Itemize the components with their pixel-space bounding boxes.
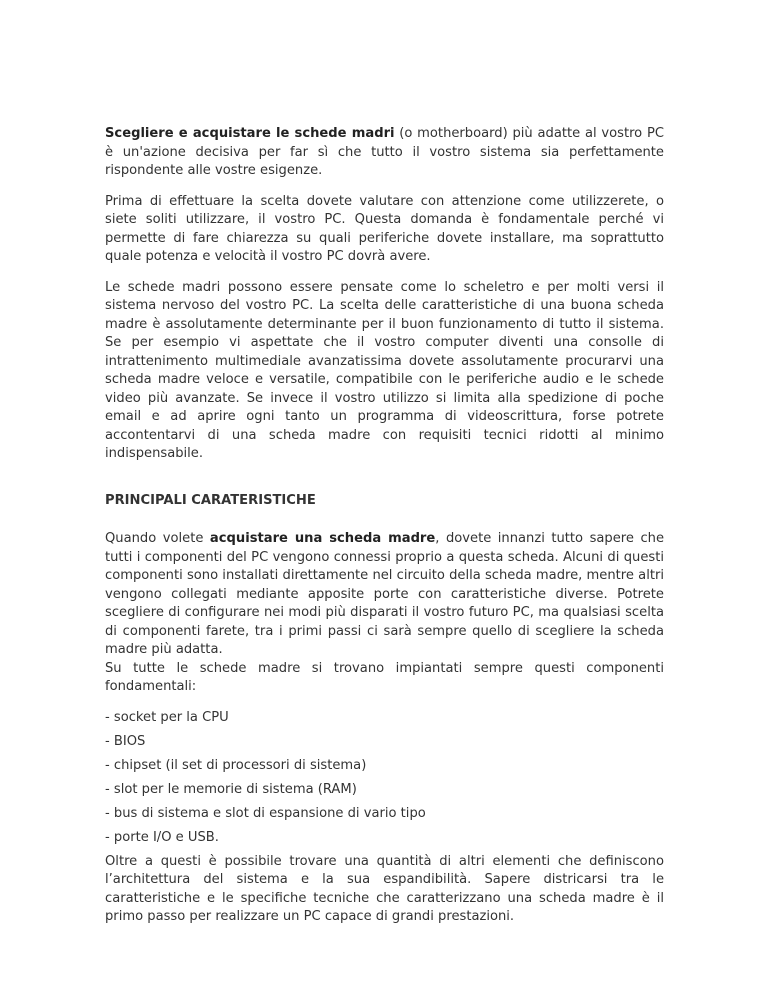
components-paragraph [105, 530, 664, 697]
intro-paragraph [105, 125, 664, 181]
skeleton-paragraph: Le schede madri possono essere pensate come lo scheletro e per molti versi il sistema nervoso del vostro PC. La scelta delle caratteristiche di una buona scheda madre è assolutamente determinante per il buon funzionamento di tutto il sistema. Se per esempio vi aspettate che il vostro computer diventi una consolle di intrattenimento multimediale avanzatissima dovete assolutamente procurarvi una scheda madre veloce e versatile, compatibile con le periferiche audio e le schede video più avanzate. Se invece il vostro utilizzo si limita alla spedizione di poche email e ad aprire ogni tanto un programma di videoscrittura, forse potrete accontentarvi di una scheda madre con requisiti tecnici ridotti al minimo indispensabile. [105, 279, 664, 461]
intro-bold: Scegliere e acquistare le schede madri [105, 126, 395, 141]
list-item: - porte I/O e USB. [105, 829, 219, 845]
p4-bold: acquistare una scheda madre [209, 531, 436, 546]
closing-paragraph: Oltre a questi è possibile trovare una quantità di altri elementi che definiscono l’architettura del sistema e la sua espandibilità. Sapere districarsi tra le caratteristiche e le specifiche tecniche che caratterizzano una scheda madre è il primo passo per realizzare un PC capace di grandi prestazioni. [105, 853, 664, 924]
section-heading: PRINCIPALI CARATERISTICHE [105, 492, 316, 508]
p4-line2: Su tutte le schede madre si trovano impiantati sempre questi componenti fondamentali: [105, 660, 664, 694]
intro-text: (o motherboard) più adatte al vostro PC è un'azione decisiva per far sì che tutto il vostro sistema sia perfettamente rispondente alle vostre esigenze. [105, 126, 664, 178]
list-item: - chipset (il set di processori di sistema) [105, 757, 367, 773]
p4-pre: Quando volete [105, 531, 210, 546]
list-item: - socket per la CPU [105, 709, 229, 725]
list-item: - BIOS [105, 733, 146, 749]
choice-paragraph: Prima di effettuare la scelta dovete valutare con attenzione come utilizzerete, o siete soliti utilizzare, il vostro PC. Questa domanda è fondamentale perché vi permette di fare chiarezza su quali periferiche dovete installare, ma soprattutto quale potenza e velocità il vostro PC dovrà avere. [105, 193, 664, 264]
components-list [105, 709, 664, 847]
p4-post: , dovete innanzi tutto sapere che tutti i componenti del PC vengono connessi proprio a questa scheda. Alcuni di questi componenti sono installati direttamente nel circuito della scheda madre, mentre altri vengono collegati mediante apposite porte con caratteristiche diverse. Potrete scegliere di configurare nei modi più disparati il vostro futuro PC, ma qualsiasi scelta di componenti farete, tra i primi passi ci sarà sempre quello di scegliere la scheda madre più adatta. [105, 531, 664, 657]
list-item: - slot per le memorie di sistema (RAM) [105, 781, 357, 797]
list-item: - bus di sistema e slot di espansione di vario tipo [105, 805, 426, 821]
